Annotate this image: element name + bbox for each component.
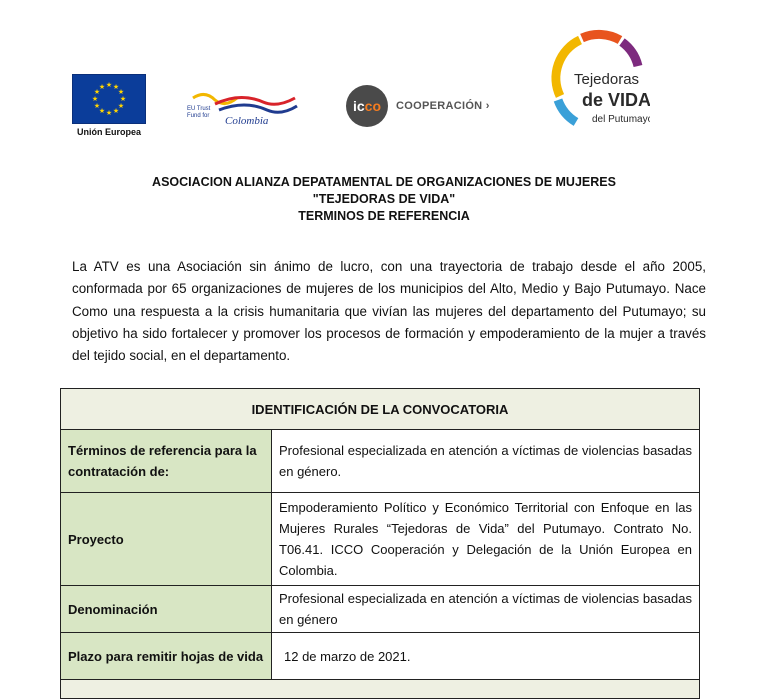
tejedoras-line1: Tejedoras	[574, 71, 640, 88]
svg-text:★: ★	[117, 102, 125, 110]
svg-text:★: ★	[119, 95, 127, 103]
row-value-proyecto: Empoderamiento Político y Económico Territorial con Enfoque en las Mujeres Rurales “Tejedoras de Vida” del Putumayo. Contrato No. T06.41. ICCO Cooperación y Delegación de la Unión Europea en Colombia.	[272, 493, 700, 586]
document-heading	[0, 174, 768, 225]
convocatoria-table	[60, 388, 700, 699]
tejedoras-ring-icon	[540, 26, 650, 136]
table-row	[61, 493, 700, 586]
heading-line3: TERMINOS DE REFERENCIA	[298, 209, 470, 223]
svg-text:★: ★	[93, 88, 101, 96]
icco-logo	[346, 85, 490, 127]
heading-line1: ASOCIACION ALIANZA DEPATAMENTAL DE ORGANIZACIONES DE MUJERES	[152, 175, 616, 189]
table-row	[61, 633, 700, 680]
row-label-plazo: Plazo para remitir hojas de vida	[61, 633, 272, 680]
trust-script: Colombia	[225, 115, 269, 127]
tejedoras-line2: de VIDA	[582, 90, 650, 110]
table-next-header	[61, 680, 700, 699]
logo-bar	[0, 0, 768, 150]
eu-caption: Unión Europea	[76, 127, 141, 137]
svg-text:★: ★	[93, 102, 101, 110]
heading-line2: "TEJEDORAS DE VIDA"	[312, 192, 456, 206]
table-row	[61, 430, 700, 493]
eu-stars-icon	[73, 75, 145, 123]
tejedoras-logo	[540, 26, 650, 136]
svg-text:★: ★	[105, 81, 113, 89]
row-value-plazo: 12 de marzo de 2021.	[272, 633, 700, 680]
svg-text:★: ★	[98, 107, 106, 115]
eu-trust-fund-logo	[185, 88, 300, 128]
intro-paragraph: La ATV es una Asociación sin ánimo de lucro, con una trayectoria de trabajo desde el año 2005, conformada por 65 organizaciones de mujeres de los municipios del Alto, Medio y Bajo Putumayo. Nace Como una respuesta a la crisis humanitaria que vivían las mujeres del departamento del Putumayo; su objetivo ha sido fortalecer y promover los procesos de formación y empoderamiento de la mujer a través del tejido social, en el departamento.	[72, 259, 706, 364]
svg-text:★: ★	[105, 109, 113, 117]
tejedoras-line3: del Putumayo	[592, 114, 650, 125]
table-row	[61, 586, 700, 633]
icco-mark	[346, 85, 388, 127]
icco-mark-i: ic	[352, 98, 365, 114]
row-label-denominacion: Denominación	[61, 586, 272, 633]
svg-text:★: ★	[112, 107, 120, 115]
table-header: IDENTIFICACIÓN DE LA CONVOCATORIA	[61, 389, 700, 430]
icco-text: COOPERACIÓN ›	[396, 100, 490, 112]
trust-line1: EU Trust	[187, 106, 211, 112]
icco-mark-co: co	[364, 98, 382, 114]
svg-text:★: ★	[98, 83, 106, 91]
row-value-denominacion: Profesional especializada en atención a víctimas de violencias basadas en género	[272, 586, 700, 633]
eu-logo	[72, 74, 146, 137]
svg-text:★: ★	[91, 95, 99, 103]
trust-line2: Fund for	[187, 113, 210, 119]
svg-text:★: ★	[117, 88, 125, 96]
row-label-terminos: Términos de referencia para la contratación de:	[61, 430, 272, 493]
row-value-terminos: Profesional especializada en atención a víctimas de violencias basadas en género.	[272, 430, 700, 493]
eu-flag-icon	[72, 74, 146, 124]
trust-fund-wave-icon	[185, 88, 300, 128]
row-label-proyecto: Proyecto	[61, 493, 272, 586]
svg-text:★: ★	[112, 83, 120, 91]
